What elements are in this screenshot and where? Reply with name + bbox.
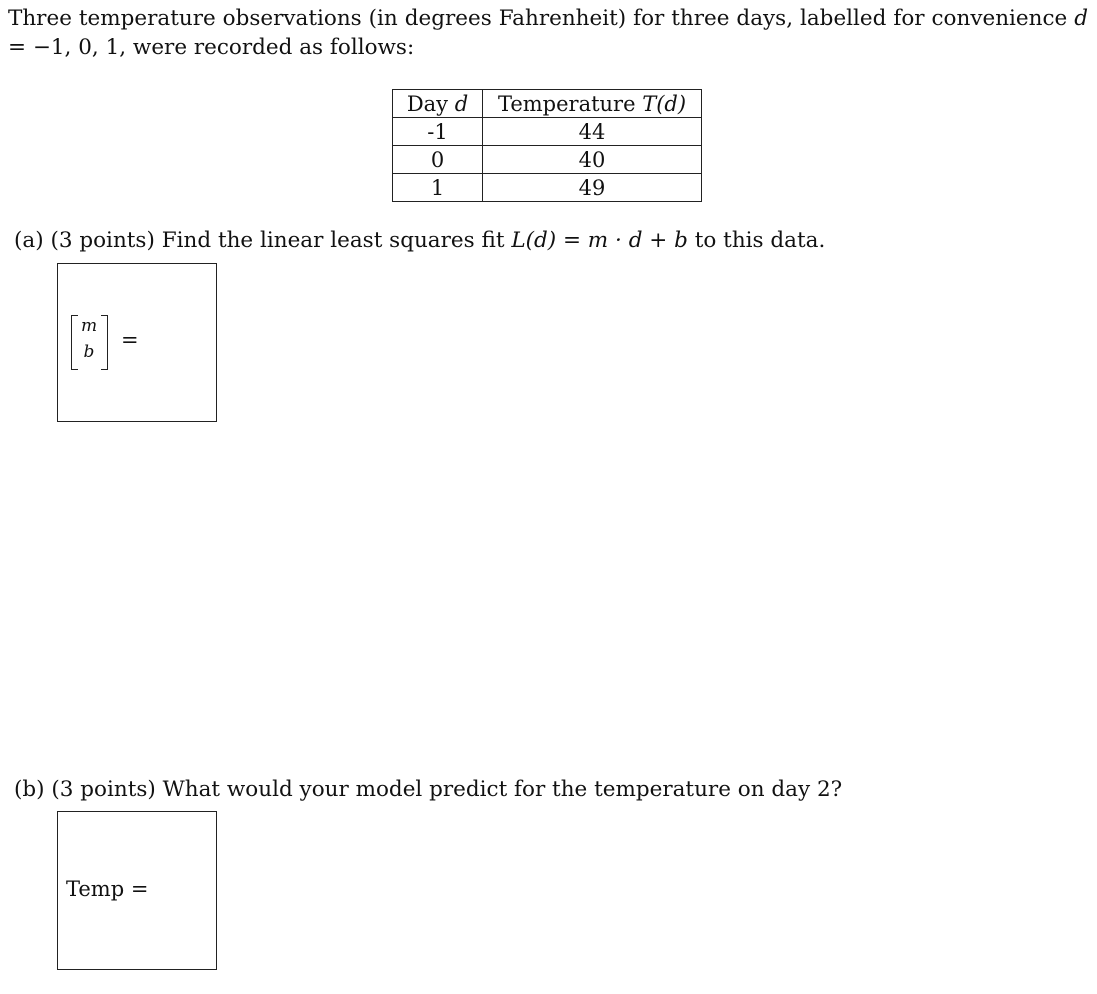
temp-cell: 44 (483, 118, 702, 146)
part-a-text-end: to this data. (687, 228, 826, 253)
answer-box-b[interactable] (57, 811, 217, 970)
intro-values: −1, 0, 1 (32, 35, 120, 60)
table-row (393, 146, 702, 174)
part-b-text: What would your model predict for the temperature on day 2? (162, 777, 843, 802)
part-a-text: Find the linear least squares fit (161, 228, 512, 253)
intro-var-d: d (1074, 6, 1088, 31)
temperature-table (392, 89, 702, 202)
part-a-label: (a) (14, 228, 44, 253)
answer-box-a[interactable] (57, 263, 217, 422)
part-a-points: (3 points) (50, 228, 155, 253)
temp-cell: 49 (483, 174, 702, 202)
day-cell: 0 (393, 146, 483, 174)
vector-entry-m: m (80, 316, 98, 336)
vector-entry-b: b (83, 342, 95, 362)
intro-text-2: , were recorded as follows: (119, 35, 415, 60)
day-cell: -1 (393, 118, 483, 146)
intro-text-1: Three temperature observations (in degrees Fahrenheit) for three days, labelled for convenience (8, 6, 1075, 31)
problem-intro (8, 4, 1088, 62)
header-temperature: Temperature T(d) (483, 90, 702, 118)
vector-equals: = (121, 328, 139, 352)
intro-equals: = (8, 35, 27, 60)
parameter-vector (68, 315, 108, 370)
part-a-question (14, 228, 825, 253)
table-row (393, 118, 702, 146)
part-b-label: (b) (14, 777, 45, 802)
part-a-formula: L(d) = m · d + b (511, 228, 688, 253)
temp-cell: 40 (483, 146, 702, 174)
right-bracket (101, 315, 108, 370)
day-cell: 1 (393, 174, 483, 202)
table-row (393, 174, 702, 202)
part-b-points: (3 points) (51, 777, 156, 802)
temp-label: Temp = (66, 877, 149, 901)
header-day: Day d (393, 90, 483, 118)
part-b-question (14, 777, 842, 802)
table-header-row (393, 90, 702, 118)
